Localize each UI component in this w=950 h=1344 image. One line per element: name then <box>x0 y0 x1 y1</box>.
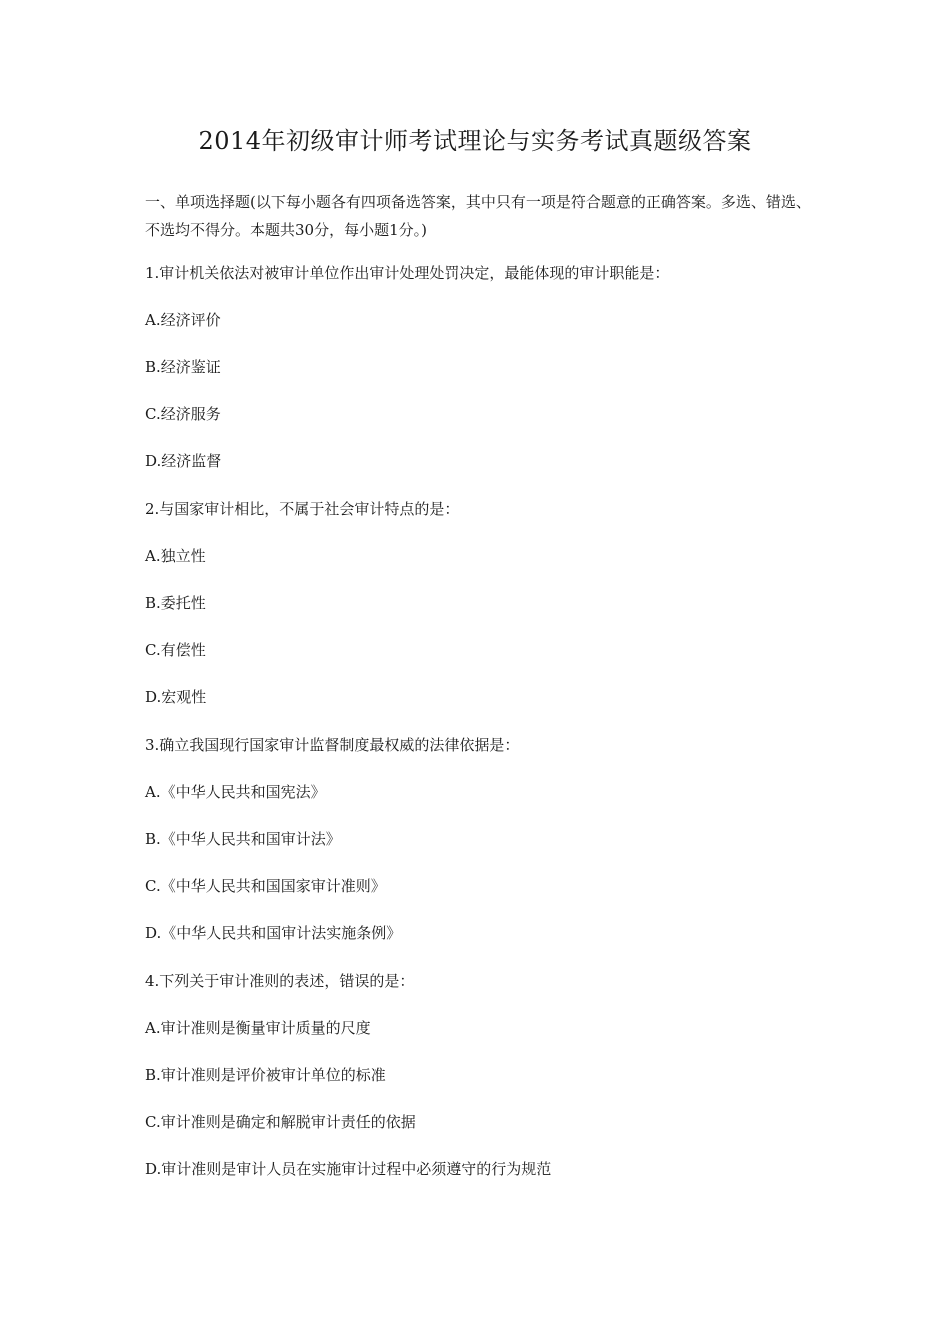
question-3-stem: 3.确立我国现行国家审计监督制度最权威的法律依据是： <box>145 736 520 754</box>
question-2-stem: 2.与国家审计相比，不属于社会审计特点的是： <box>145 500 460 518</box>
question-4-option-d: D.审计准则是审计人员在实施审计过程中必须遵守的行为规范 <box>145 1160 552 1178</box>
question-2-option-a: A.独立性 <box>145 547 206 565</box>
question-4-stem: 4.下列关于审计准则的表述，错误的是： <box>145 972 415 990</box>
question-4-option-c: C.审计准则是确定和解脱审计责任的依据 <box>145 1113 416 1131</box>
question-3-option-b: B.《中华人民共和国审计法》 <box>145 830 341 848</box>
question-1-option-c: C.经济服务 <box>145 405 221 423</box>
question-2-option-d: D.宏观性 <box>145 688 207 706</box>
question-3-option-d: D.《中华人民共和国审计法实施条例》 <box>145 924 402 942</box>
question-2-option-c: C.有偿性 <box>145 641 206 659</box>
question-4-option-b: B.审计准则是评价被审计单位的标准 <box>145 1066 386 1084</box>
question-4-option-a: A.审计准则是衡量审计质量的尺度 <box>145 1019 371 1037</box>
document-title: 2014年初级审计师考试理论与实务考试真题级答案 <box>198 127 752 155</box>
question-1-stem: 1.审计机关依法对被审计单位作出审计处理处罚决定，最能体现的审计职能是： <box>145 264 670 282</box>
question-1-option-b: B.经济鉴证 <box>145 358 221 376</box>
section-intro: 一、单项选择题(以下每小题各有四项备选答案，其中只有一项是符合题意的正确答案。多选、错选、不选均不得分。本题共30分，每小题1分。) <box>145 193 811 239</box>
question-1-option-a: A.经济评价 <box>145 311 221 329</box>
question-2-option-b: B.委托性 <box>145 594 206 612</box>
question-1-option-d: D.经济监督 <box>145 452 222 470</box>
question-3-option-a: A.《中华人民共和国宪法》 <box>145 783 326 801</box>
question-3-option-c: C.《中华人民共和国国家审计准则》 <box>145 877 386 895</box>
